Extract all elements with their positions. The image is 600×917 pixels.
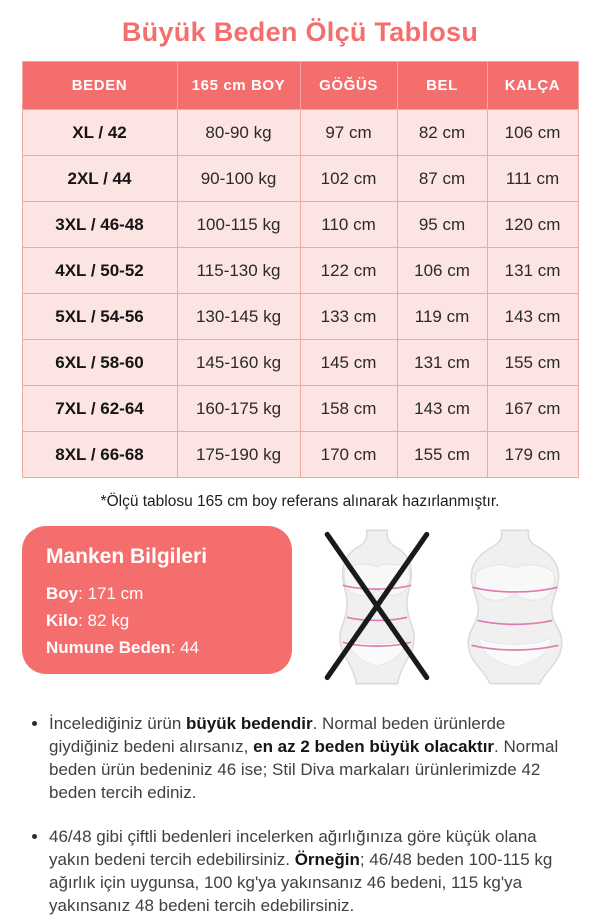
size-cell: 3XL / 46-48 [22, 202, 177, 248]
measurement-cell: 170 cm [300, 432, 397, 478]
size-cell: 4XL / 50-52 [22, 248, 177, 294]
measurement-cell: 179 cm [487, 432, 578, 478]
measurement-cell: 80-90 kg [177, 110, 300, 156]
measurement-cell: 145-160 kg [177, 340, 300, 386]
measurement-cell: 175-190 kg [177, 432, 300, 478]
measurement-cell: 120 cm [487, 202, 578, 248]
size-cell: 6XL / 58-60 [22, 340, 177, 386]
model-height-value: : 171 cm [78, 584, 144, 603]
body-text: ; 46/48 beden 100-115 kg ağırlık için uygunsa, 100 kg'ya yakınsanız 46 bedeni, 115 kg'ya yakınsanız 48 bedeni tercih edebilirsiniz. [49, 850, 553, 915]
measurement-cell: 167 cm [487, 386, 578, 432]
size-chart-table [22, 61, 579, 478]
header-bel: BEL [397, 62, 487, 110]
table-row [22, 110, 578, 156]
model-info-card [22, 526, 292, 674]
info-bullet-list [0, 712, 600, 917]
measurement-cell: 131 cm [487, 248, 578, 294]
measurement-cell: 122 cm [300, 248, 397, 294]
table-row [22, 248, 578, 294]
table-footnote: *Ölçü tablosu 165 cm boy referans alınarak hazırlanmıştır. [100, 493, 500, 510]
model-sample-size-value: : 44 [170, 638, 200, 657]
body-text: . Normal beden ürün bedeniniz 46 ise; Stil Diva markaları ürünlerimizde 42 beden tercih ediniz. [49, 737, 559, 802]
plus-body-figure [458, 528, 572, 686]
measurement-cell: 119 cm [397, 294, 487, 340]
measurement-cell: 110 cm [300, 202, 397, 248]
measurement-cell: 115-130 kg [177, 248, 300, 294]
table-header-row [22, 62, 578, 110]
table-row [22, 340, 578, 386]
measurement-cell: 106 cm [397, 248, 487, 294]
table-row [22, 294, 578, 340]
measurement-cell: 155 cm [397, 432, 487, 478]
measurement-cell: 102 cm [300, 156, 397, 202]
measurement-cell: 106 cm [487, 110, 578, 156]
size-cell: 7XL / 62-64 [22, 386, 177, 432]
model-info-title: Manken Bilgileri [46, 545, 208, 568]
slim-body-figure [320, 528, 434, 686]
model-info-section [22, 526, 600, 686]
measurement-cell: 131 cm [397, 340, 487, 386]
measurement-cell: 160-175 kg [177, 386, 300, 432]
header-gogus: GÖĞÜS [300, 62, 397, 110]
model-weight-label: Kilo [46, 611, 79, 630]
emphasized-text: Örneğin [294, 850, 360, 869]
model-height-line [46, 580, 270, 607]
body-text: . Normal beden ürünlerde giydiğiniz bedeni alırsanız, [49, 714, 506, 756]
table-row [22, 432, 578, 478]
plus-size-figure-icon [458, 528, 572, 686]
size-cell: 8XL / 66-68 [22, 432, 177, 478]
body-text: İncelediğiniz ürün [49, 714, 187, 733]
measurement-cell: 90-100 kg [177, 156, 300, 202]
table-row [22, 156, 578, 202]
measurement-cell: 97 cm [300, 110, 397, 156]
measurement-cell: 87 cm [397, 156, 487, 202]
figure-illustrations [292, 526, 600, 686]
page-title: Büyük Beden Ölçü Tablosu [121, 17, 479, 47]
header-beden: BEDEN [22, 62, 177, 110]
measurement-cell: 145 cm [300, 340, 397, 386]
model-sample-size-label: Numune Beden [46, 638, 171, 657]
table-row [22, 202, 578, 248]
size-cell: 2XL / 44 [22, 156, 177, 202]
measurement-cell: 82 cm [397, 110, 487, 156]
measurement-cell: 143 cm [397, 386, 487, 432]
table-row [22, 386, 578, 432]
emphasized-text: büyük bedendir [186, 714, 313, 733]
model-weight-value: : 82 kg [78, 611, 130, 630]
measurement-cell: 155 cm [487, 340, 578, 386]
body-text: 46/48 gibi çiftli bedenleri incelerken ağırlığınıza göre küçük olana yakın bedeni tercih edebilirsiniz. [49, 827, 537, 869]
header-kalca: KALÇA [487, 62, 578, 110]
measurement-cell: 130-145 kg [177, 294, 300, 340]
measurement-cell: 100-115 kg [177, 202, 300, 248]
measurement-cell: 158 cm [300, 386, 397, 432]
header-boy: 165 cm BOY [177, 62, 300, 110]
measurement-cell: 143 cm [487, 294, 578, 340]
crossed-slim-figure-icon [320, 528, 434, 686]
model-height-label: Boy [46, 584, 79, 603]
measurement-cell: 95 cm [397, 202, 487, 248]
measurement-cell: 111 cm [487, 156, 578, 202]
bullet-double-size-tip [32, 825, 570, 917]
emphasized-text: en az 2 beden büyük olacaktır [253, 737, 495, 756]
size-cell: 5XL / 54-56 [22, 294, 177, 340]
measurement-cell: 133 cm [300, 294, 397, 340]
model-weight-line [46, 607, 270, 634]
size-cell: XL / 42 [22, 110, 177, 156]
bullet-size-warning [32, 712, 570, 804]
model-sample-size-line [46, 634, 270, 661]
